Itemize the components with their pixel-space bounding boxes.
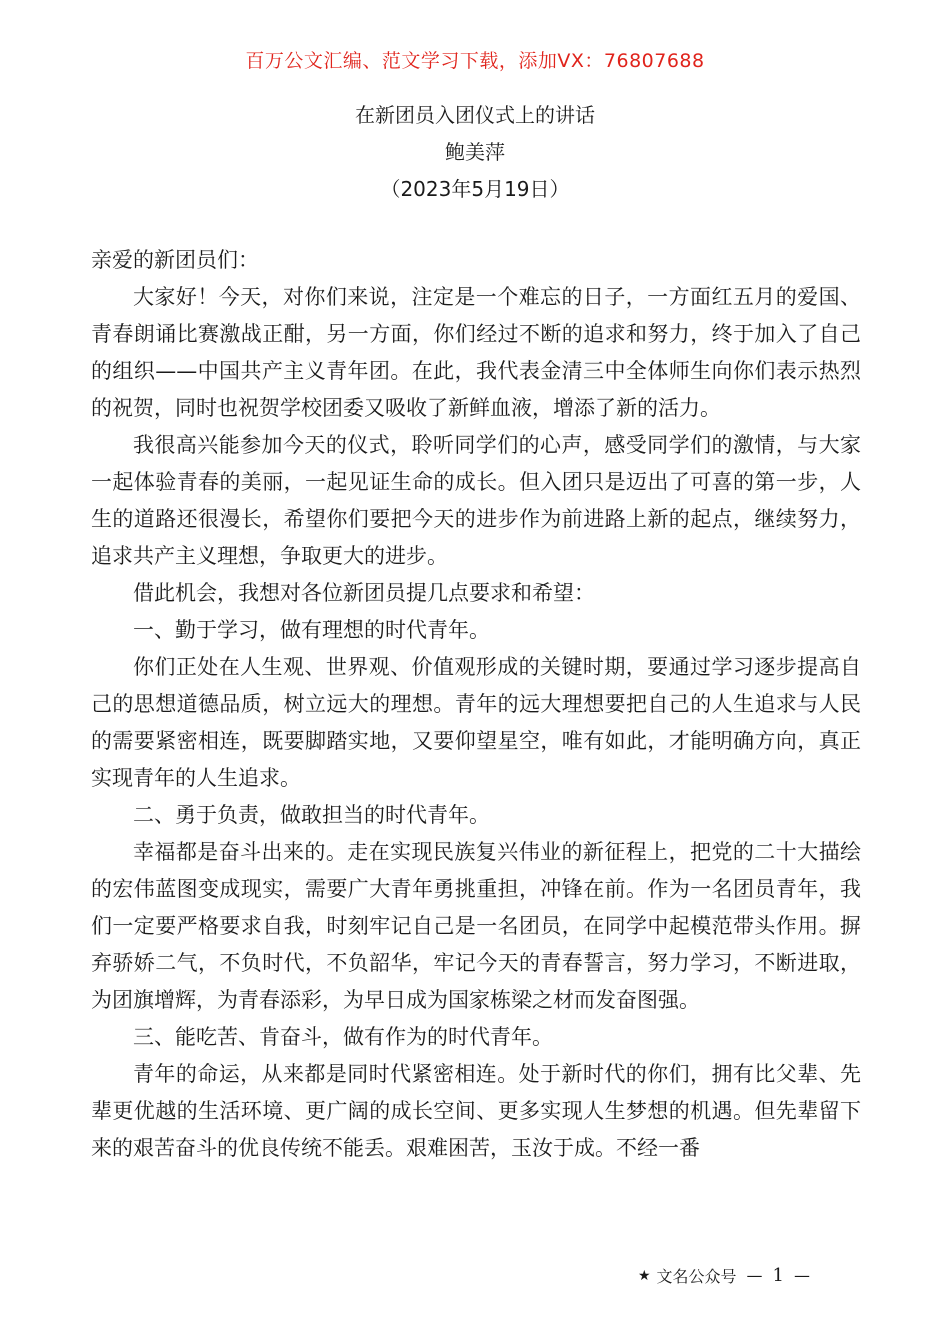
speech-body xyxy=(91,242,861,1167)
speech-title: 在新团员入团仪式上的讲话 xyxy=(355,103,595,127)
paragraph: 幸福都是奋斗出来的。走在实现民族复兴伟业的新征程上，把党的二十大描绘的宏伟蓝图变成现实，需要广大青年勇挑重担，冲锋在前。作为一名团员青年，我们一定要严格要求自我，时刻牢记自己是一名团员，在同学中起模范带头作用。摒弃骄娇二气，不负时代，不负韶华，牢记今天的青春誓言，努力学习，不断进取，为团旗增辉，为青春添彩，为早日成为国家栋梁之材而发奋图强。 xyxy=(91,840,861,1012)
star-icon: ★ xyxy=(637,1267,651,1284)
paragraph: 大家好！今天，对你们来说，注定是一个难忘的日子，一方面红五月的爱国、青春朗诵比赛激战正酣，另一方面，你们经过不断的追求和努力，终于加入了自己的组织——中国共产主义青年团。在此，我代表金清三中全体师生向你们表示热烈的祝贺，同时也祝贺学校团委又吸收了新鲜血液，增添了新的活力。 xyxy=(91,285,861,420)
page-number: 1 xyxy=(772,1265,784,1286)
paragraph: 借此机会，我想对各位新团员提几点要求和希望： xyxy=(133,581,595,605)
watermark-banner: 百万公文汇编、范文学习下载，添加VX：76807688 xyxy=(245,50,705,72)
footer-dash-left: — xyxy=(746,1266,763,1285)
footer-source: 文名公众号 xyxy=(656,1267,737,1286)
salutation: 亲爱的新团员们： xyxy=(91,248,259,272)
section-heading: 二、勇于负责，做敢担当的时代青年。 xyxy=(133,803,490,827)
footer-dash-right: — xyxy=(794,1266,810,1285)
speech-date: （2023年5月19日） xyxy=(380,177,570,201)
speech-author: 鲍美萍 xyxy=(445,140,505,164)
page-footer xyxy=(638,1264,820,1287)
paragraph: 青年的命运，从来都是同时代紧密相连。处于新时代的你们，拥有比父辈、先辈更优越的生活环境、更广阔的成长空间、更多实现人生梦想的机遇。但先辈留下来的艰苦奋斗的优良传统不能丢。艰难困苦，玉汝于成。不经一番 xyxy=(91,1062,861,1160)
section-heading: 一、勤于学习，做有理想的时代青年。 xyxy=(133,618,490,642)
paragraph: 我很高兴能参加今天的仪式，聆听同学们的心声，感受同学们的激情，与大家一起体验青春的美丽，一起见证生命的成长。但入团只是迈出了可喜的第一步，人生的道路还很漫长，希望你们要把今天的进步作为前进路上新的起点，继续努力，追求共产主义理想，争取更大的进步。 xyxy=(91,433,861,568)
paragraph: 你们正处在人生观、世界观、价值观形成的关键时期，要通过学习逐步提高自己的思想道德品质，树立远大的理想。青年的远大理想要把自己的人生追求与人民的需要紧密相连，既要脚踏实地，又要仰望星空，唯有如此，才能明确方向，真正实现青年的人生追求。 xyxy=(91,655,861,790)
section-heading: 三、能吃苦、肯奋斗，做有作为的时代青年。 xyxy=(133,1025,553,1049)
